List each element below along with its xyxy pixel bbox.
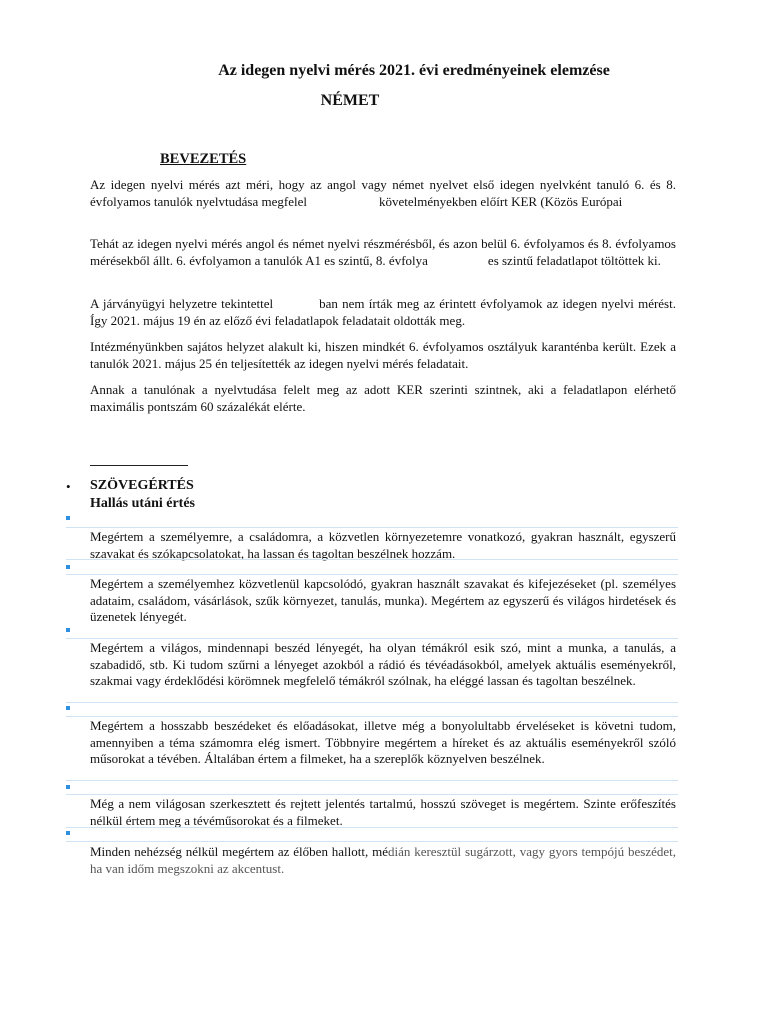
intro-paragraph-5: Annak a tanulónak a nyelvtudása felelt meg az adott KER szerinti szintnek, aki a feladatlapon elérhető maximális pontszám 60 százalékát elérte. — [90, 382, 676, 414]
list-separator — [66, 827, 678, 828]
intro-paragraph-2 — [90, 236, 676, 269]
intro-paragraph-4: Intézményünkben sajátos helyzet alakult ki, hiszen mindkét 6. évfolyamos osztályuk karanténba került. Ezek a tanulók 2021. május 25 én teljesítették az idegen nyelvi mérés feladatait. — [90, 339, 676, 371]
document-title: Az idegen nyelvi mérés 2021. évi eredményeinek elemzése — [218, 62, 610, 79]
list-item: Még a nem világosan szerkesztett és rejtett jelentés tartalmú, hosszú szöveget is megértem. Szinte erőfeszítés nélkül értem meg a tévéműsorokat és a filmeket. — [90, 796, 676, 828]
list-item — [90, 844, 676, 877]
intro-p1-part-b: követelményekben előírt KER (Közös Európai — [378, 193, 623, 209]
intro-p3-part-b: ban nem írták meg az érintett évfolyamok az idegen nyelvi mérést. Így 2021. május 19 én az előző évi feladatlapok feladatait oldották meg. — [90, 296, 676, 328]
list-separator — [66, 559, 678, 560]
section-divider — [90, 465, 188, 466]
intro-p1-part-a: Az idegen nyelvi mérés azt méri, hogy az angol vagy német nyelvet első idegen nyelvként tanuló 6. és 8. évfolyamos tanulók nyelvtudása megfelel — [90, 177, 676, 209]
list-marker — [66, 785, 70, 789]
last-item-faded-text: dián keresztül sugárzott, vagy gyors tempójú beszédet, ha van időm megszokni az akcentust. — [90, 844, 676, 876]
list-item: Megértem a hosszabb beszédeket és előadásokat, illetve még a bonyolultabb érveléseket is követni tudom, amennyiben a téma számomra elég ismert. Többnyire megértem a híreket és az aktuális eseményekről szóló műsorokat a tévében. Általában értem a filmeket, ha a szereplők köznyelven beszélnek. — [90, 718, 676, 766]
intro-paragraph-3 — [90, 296, 676, 329]
intro-heading: BEVEZETÉS — [160, 151, 247, 167]
list-item: Megértem a világos, mindennapi beszéd lényegét, ha olyan témákról esik szó, mint a munka, a tanulás, a szabadidő, stb. Ki tudom szűrni a lényeget azokból a rádió és tévéadásokból, amelyek aktuális eseményekről, szakmai vagy érdeklődési körömnek megfelelő témákról szólnak, ha eléggé lassan és tagoltan beszélnek. — [90, 640, 676, 688]
section-subtitle: Hallás utáni értés — [90, 496, 195, 511]
list-marker — [66, 831, 70, 835]
list-marker — [66, 706, 70, 710]
intro-p2-part-a: Tehát az idegen nyelvi mérés angol és német nyelvi részmérésből, és azon belül 6. évfolyamos és 8. évfolyamos mérésekből állt. 6. évfolyamon a tanulók A1 es szintű, 8. évfolya — [90, 236, 676, 268]
list-marker — [66, 565, 70, 569]
list-separator — [66, 574, 678, 575]
intro-p2-part-b: es szintű feladatlapot töltöttek ki. — [487, 252, 661, 268]
last-item-text: Minden nehézség nélkül megértem az élőben hallott, mé — [90, 844, 388, 859]
intro-paragraph-1 — [90, 177, 676, 210]
list-separator — [66, 702, 678, 703]
list-separator — [66, 780, 678, 781]
section-bullet: • — [66, 479, 71, 494]
list-separator — [66, 841, 678, 842]
list-marker — [66, 516, 70, 520]
list-marker — [66, 628, 70, 632]
list-separator — [66, 716, 678, 717]
document-subtitle: NÉMET — [320, 92, 380, 109]
list-item: Megértem a személyemre, a családomra, a közvetlen környezetemre vonatkozó, gyakran használt, egyszerű szavakat és szókapcsolatokat, ha lassan és tagoltan beszélnek hozzám. — [90, 529, 676, 561]
intro-p3-part-a: A járványügyi helyzetre tekintettel — [90, 296, 274, 311]
list-separator — [66, 527, 678, 528]
list-item: Megértem a személyemhez közvetlenül kapcsolódó, gyakran használt szavakat és kifejezéseket (pl. személyes adataim, családom, vásárlások, szűk környezet, tanulás, munka). Megértem az egyszerű és világos hirdetések és üzenetek lényegét. — [90, 576, 676, 624]
section-heading — [90, 477, 195, 513]
list-separator — [66, 638, 678, 639]
section-title: SZÖVEGÉRTÉS — [90, 478, 194, 493]
list-separator — [66, 794, 678, 795]
